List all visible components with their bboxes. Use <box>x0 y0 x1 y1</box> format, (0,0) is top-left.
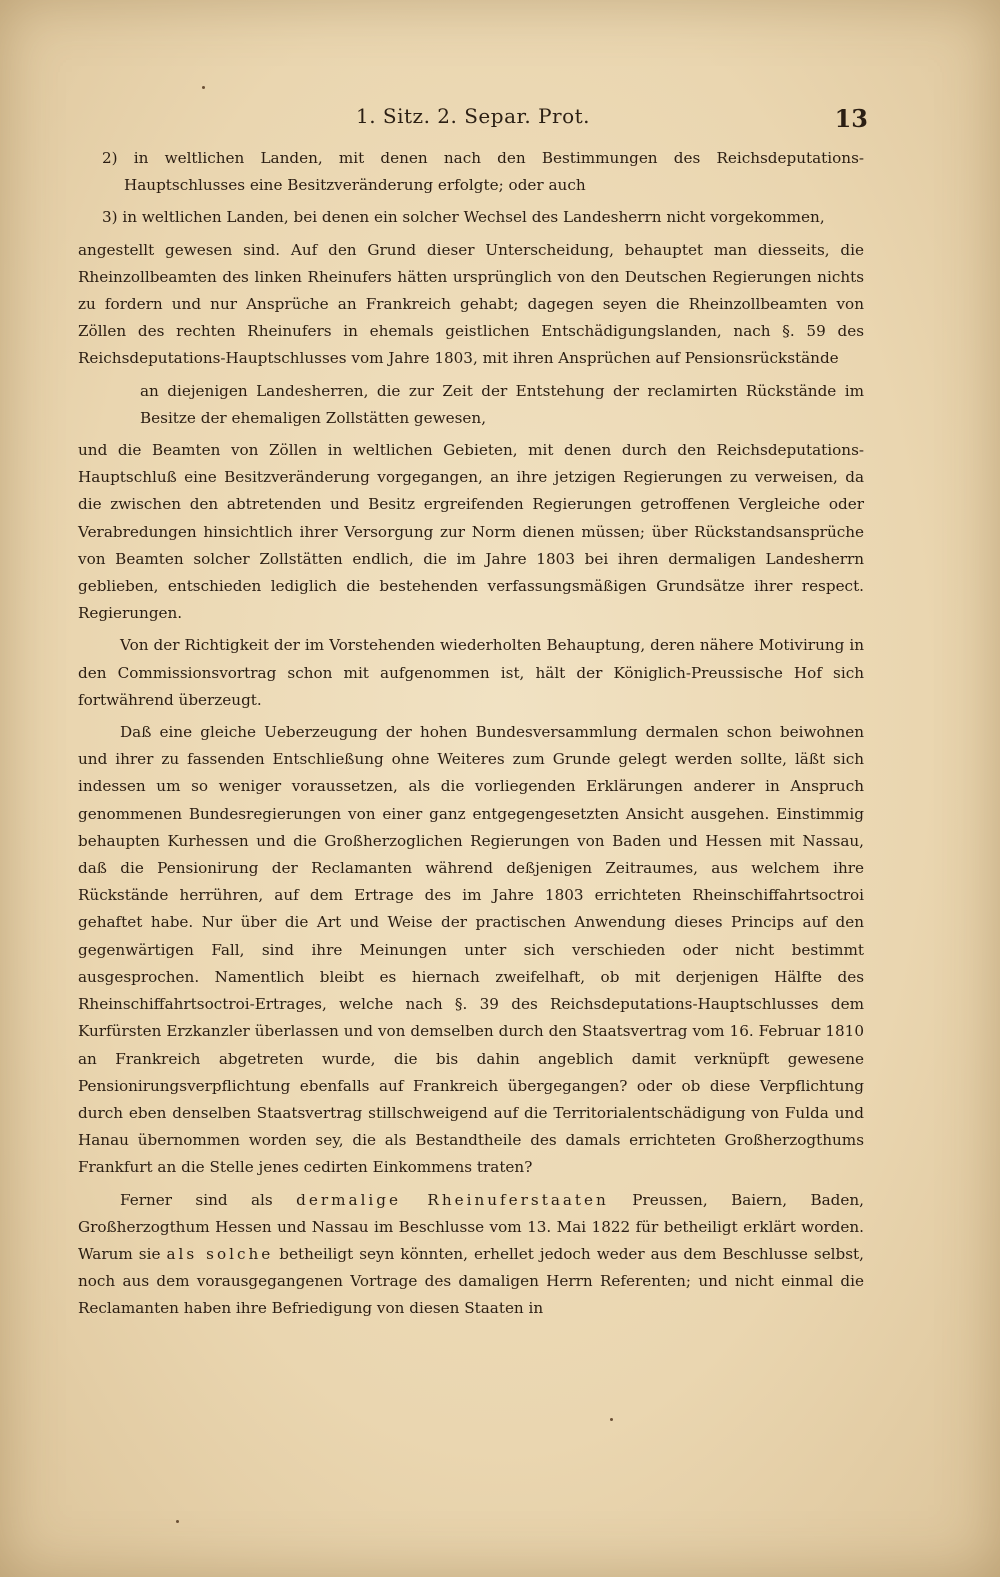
page-number: 13 <box>834 104 868 133</box>
spaced-emphasis: als solche <box>166 1244 274 1263</box>
ink-speck <box>202 86 205 89</box>
ink-speck <box>610 1418 613 1421</box>
text-run: betheiligt seyn könnten, erhellet jedoch weder aus dem Beschlusse selbst, noch aus dem vorausgegangenen Vortrage des damaligen Herrn Referenten; und nicht einmal die Reclamanten haben ihre Befriedigung von diesen Staaten in <box>78 1244 864 1318</box>
paragraph <box>78 1187 864 1323</box>
running-title: 1. Sitz. 2. Separ. Prot. <box>355 104 591 128</box>
indented-paragraph: an diejenigen Landesherren, die zur Zeit der Entstehung der reclamirten Rückstände im Besitze der ehemaligen Zollstätten gewesen, <box>140 381 864 427</box>
text-run: Ferner sind als <box>120 1190 297 1209</box>
document-body <box>78 145 864 1328</box>
spaced-emphasis: dermalige Rheinuferstaaten <box>296 1190 609 1209</box>
paragraph: angestellt gewesen sind. Auf den Grund dieser Unterscheidung, behauptet man diesseits, die Rheinzollbeamten des linken Rheinufers hätten ursprünglich von den Deutschen Regierungen nichts zu fordern und nur Ansprüche an Frankreich gehabt; dagegen seyen die Rheinzollbeamten von Zöllen des rechten Rheinufers in ehemals geistlichen Entschädigungslanden, nach §. 59 des Reichsdeputations-Hauptschlusses vom Jahre 1803, mit ihren Ansprüchen auf Pensionsrückstände <box>78 240 864 368</box>
ink-speck <box>176 1520 179 1523</box>
list-item: 2) in weltlichen Landen, mit denen nach den Bestimmungen des Reichsdeputations-Hauptschlusses eine Besitzveränderung erfolgte; oder auch <box>102 149 864 195</box>
paragraph: Von der Richtigkeit der im Vorstehenden wiederholten Behauptung, deren nähere Motivirung in den Commissionsvortrag schon mit aufgenommen ist, hält der Königlich-Preussische Hof sich fortwährend überzeugt. <box>78 636 864 709</box>
paragraph: und die Beamten von Zöllen in weltlichen Gebieten, mit denen durch den Reichsdeputations-Hauptschluß eine Besitzveränderung vorgegangen, an ihre jetzigen Regierungen zu verweisen, da die zwischen den abtretenden und Besitz ergreifenden Regierungen getroffenen Vergleiche oder Verabredungen hinsichtlich ihrer Versorgung zur Norm dienen müssen; über Rückstandsansprüche von Beamten solcher Zollstätten endlich, die im Jahre 1803 bei ihren dermaligen Landesherrn geblieben, entschieden lediglich die bestehenden verfassungsmäßigen Grundsätze ihrer respect. Regierungen. <box>78 441 864 623</box>
list-item: 3) in weltlichen Landen, bei denen ein solcher Wechsel des Landesherrn nicht vorgekommen, <box>102 208 825 227</box>
paragraph: Daß eine gleiche Ueberzeugung der hohen Bundesversammlung dermalen schon beiwohnen und ihrer zu fassenden Entschließung ohne Weiteres zum Grunde gelegt werden sollte, läßt sich indessen um so weniger voraussetzen, als die vorliegenden Erklärungen anderer in Anspruch genommenen Bundesregierungen von einer ganz entgegengesetzten Ansicht ausgehen. Einstimmig behaupten Kurhessen und die Großherzoglichen Regierungen von Baden und Hessen mit Nassau, daß die Pensionirung der Reclamanten während deßjenigen Zeitraumes, aus welchem ihre Rückstände herrühren, auf dem Ertrage des im Jahre 1803 errichteten Rheinschiffahrtsoctroi gehaftet habe. Nur über die Art und Weise der practischen Anwendung dieses Princips auf den gegenwärtigen Fall, sind ihre Meinungen unter sich verschieden oder nicht bestimmt ausgesprochen. Namentlich bleibt es hiernach zweifelhaft, ob mit derjenigen Hälfte des Rheinschiffahrtsoctroi-Ertrages, welche nach §. 39 des Reichsdeputations-Hauptschlusses dem Kurfürsten Erzkanzler überlassen und von demselben durch den Staatsvertrag vom 16. Februar 1810 an Frankreich abgetreten wurde, die bis dahin angeblich damit verknüpft gewesene Pensionirungsverpflichtung ebenfalls auf Frankreich übergegangen? oder ob diese Verpflichtung durch eben denselben Staatsvertrag stillschweigend auf die Territorialentschädigung von Fulda und Hanau übernommen worden sey, die als Bestandtheile des damals errichteten Großherzogthums Frankfurt an die Stelle jenes cedirten Einkommens traten? <box>78 723 864 1177</box>
page-header <box>78 104 868 138</box>
text-run: Preussen, Baiern, Baden, Großherzogthum Hessen und Nassau im Beschlusse vom 13. Mai 1822 für betheiligt erklärt worden. Warum sie <box>78 1190 864 1263</box>
